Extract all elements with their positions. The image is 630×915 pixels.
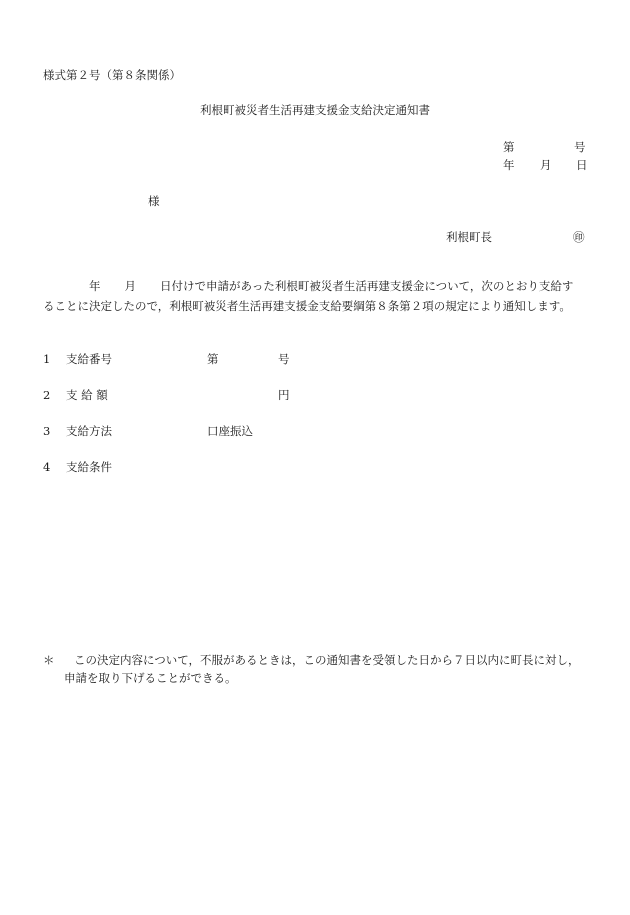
item-payment-number-prefix: 第: [207, 352, 219, 366]
item-label-amount: 支 給 額: [66, 388, 108, 402]
date-year-label: 年: [503, 158, 515, 172]
note-line1: この決定内容について，不服があるときは，この通知書を受領した日から７日以内に町長に対し，: [74, 653, 580, 667]
document-title: 利根町被災者生活再建支援金支給決定通知書: [200, 103, 430, 117]
item-label-payment-conditions: 支給条件: [66, 460, 112, 474]
date-month-label: 月: [540, 158, 552, 172]
form-number: 様式第２号（第８条関係）: [43, 68, 181, 82]
item-label-payment-method: 支給方法: [66, 424, 112, 438]
body-line1-text: 日付けで申請があった利根町被災者生活再建支援金について，次のとおり支給す: [160, 279, 574, 293]
item-number: 3: [43, 424, 51, 438]
addressee-honorific: 様: [148, 194, 160, 208]
item-payment-number-suffix: 号: [278, 352, 290, 366]
body-year-label: 年: [89, 279, 101, 293]
item-number: 1: [43, 352, 51, 366]
issuer-title: 利根町長: [446, 230, 492, 244]
body-paragraph-line2: ることに決定したので，利根町被災者生活再建支援金支給要綱第８条第２項の規定により通知します。: [43, 299, 571, 313]
reference-number-suffix: 号: [574, 140, 586, 154]
date-day-label: 日: [576, 158, 588, 172]
note-line2: 申請を取り下げることができる。: [64, 671, 237, 685]
note-asterisk: ＊: [43, 653, 55, 667]
item-label-payment-number: 支給番号: [66, 352, 112, 366]
item-payment-method-value: 口座振込: [207, 424, 253, 438]
body-month-label: 月: [124, 279, 136, 293]
item-amount-unit: 円: [278, 388, 290, 402]
reference-number-prefix: 第: [503, 140, 515, 154]
body-paragraph-line1: [43, 280, 588, 294]
item-number: 2: [43, 388, 51, 402]
seal-mark: ㊞: [573, 230, 585, 244]
item-number: 4: [43, 460, 51, 474]
